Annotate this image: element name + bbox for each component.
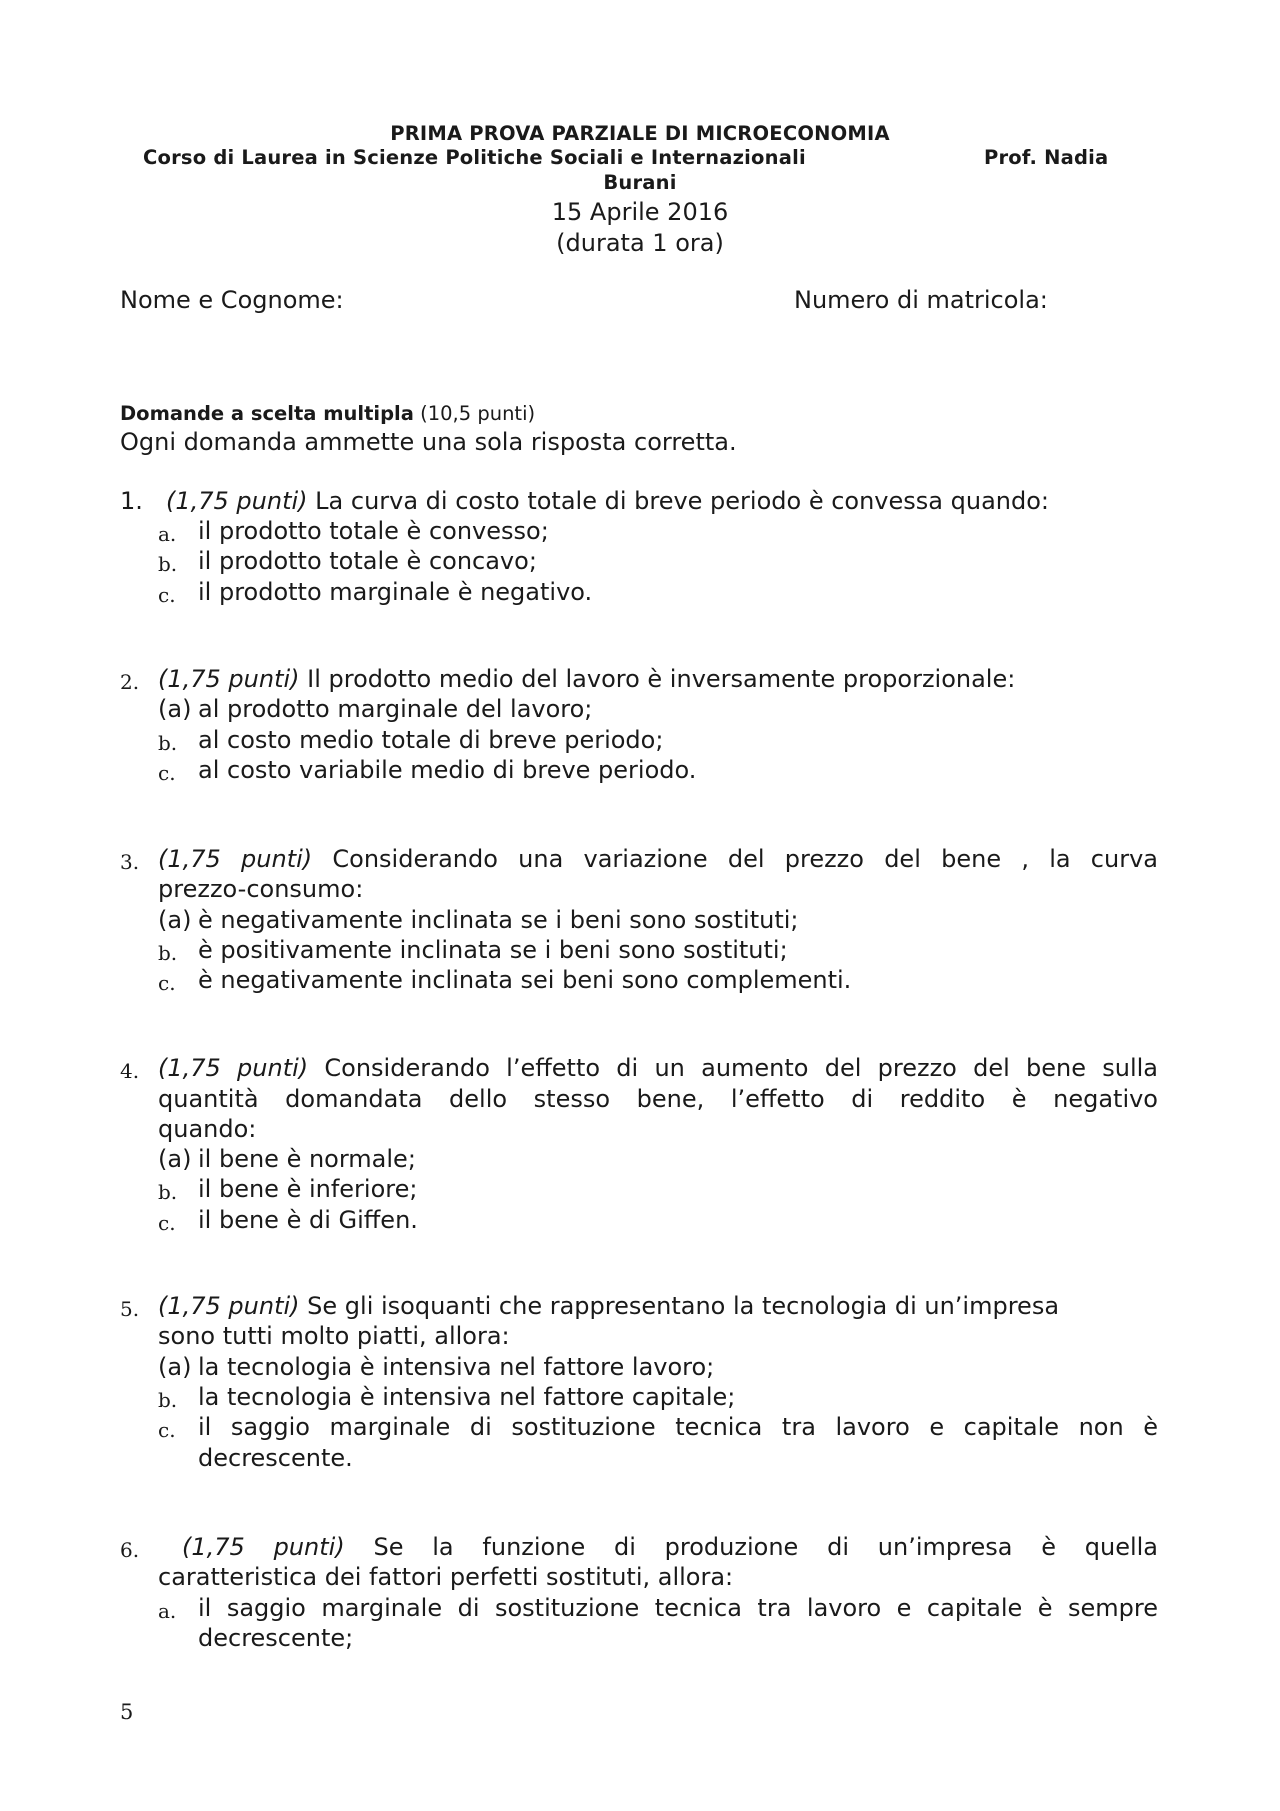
option-text: il prodotto totale è concavo; — [198, 547, 537, 575]
section-title: Domande a scelta multipla — [120, 402, 414, 425]
option-text: il prodotto totale è convesso; — [198, 517, 549, 545]
section-heading — [120, 402, 535, 425]
option-mark: c. — [158, 1418, 176, 1442]
question-body: Il prodotto medio del lavoro è inversamente proporzionale: — [299, 665, 1016, 693]
option-text-cont: decrescente. — [198, 1444, 353, 1472]
option-text: la tecnologia è intensiva nel fattore lavoro; — [198, 1353, 715, 1381]
option-mark: b. — [158, 941, 178, 965]
question-text — [158, 845, 1158, 873]
option-text: al costo variabile medio di breve periodo. — [198, 756, 697, 784]
question-text-cont: quando: — [158, 1115, 257, 1143]
section-instruction: Ogni domanda ammette una sola risposta corretta. — [120, 428, 737, 456]
question-points: (1,75 punti) — [158, 845, 313, 873]
option-mark: c. — [158, 1211, 176, 1235]
question-text — [158, 665, 1015, 693]
option-text: la tecnologia è intensiva nel fattore capitale; — [198, 1383, 736, 1411]
option-text: il saggio marginale di sostituzione tecnica tra lavoro e capitale è sempre — [198, 1594, 1158, 1622]
course-name: Corso di Laurea in Scienze Politiche Sociali e Internazionali — [143, 146, 806, 169]
student-id-label: Numero di matricola: — [794, 286, 1048, 314]
question-points: (1,75 punti) — [158, 665, 300, 693]
question-number: 5. — [120, 1297, 140, 1321]
section-points: (10,5 punti) — [413, 402, 536, 425]
question-text-cont: prezzo-consumo: — [158, 875, 364, 903]
question-number: 1. — [120, 487, 143, 515]
option-mark: c. — [158, 761, 176, 785]
option-text: al prodotto marginale del lavoro; — [198, 695, 593, 723]
question-body: Se la funzione di produzione di un’impresa è quella — [344, 1533, 1158, 1561]
option-mark: b. — [158, 1180, 178, 1204]
option-mark: b. — [158, 1388, 178, 1412]
question-text — [158, 1292, 1059, 1320]
question-text-cont: caratteristica dei fattori perfetti sostituti, allora: — [158, 1563, 734, 1591]
professor-surname: Burani — [603, 171, 677, 194]
option-text: il bene è normale; — [198, 1145, 416, 1173]
option-mark: b. — [158, 731, 178, 755]
question-number: 3. — [120, 850, 140, 874]
option-mark: (a) — [158, 695, 192, 723]
question-text-cont: sono tutti molto piatti, allora: — [158, 1322, 510, 1350]
option-mark: b. — [158, 552, 178, 576]
question-number: 2. — [120, 670, 140, 694]
question-text-cont: quantità domandata dello stesso bene, l’effetto di reddito è negativo — [158, 1085, 1158, 1113]
question-text — [166, 487, 1049, 515]
option-mark: (a) — [158, 1353, 192, 1381]
student-name-label: Nome e Cognome: — [120, 286, 344, 314]
question-number: 4. — [120, 1059, 140, 1083]
option-text: il prodotto marginale è negativo. — [198, 578, 593, 606]
question-points: (1,75 punti) — [166, 487, 308, 515]
exam-date: 15 Aprile 2016 — [551, 198, 729, 226]
option-text: al costo medio totale di breve periodo; — [198, 726, 664, 754]
option-mark: (a) — [158, 906, 192, 934]
option-text: è positivamente inclinata se i beni sono sostituti; — [198, 936, 788, 964]
question-number: 6. — [120, 1538, 140, 1562]
option-text: è negativamente inclinata se i beni sono sostituti; — [198, 906, 799, 934]
question-body: Considerando l’effetto di un aumento del prezzo del bene sulla — [308, 1054, 1158, 1082]
question-body: La curva di costo totale di breve periodo è convessa quando: — [307, 487, 1049, 515]
option-mark: a. — [158, 1599, 177, 1623]
question-points: (1,75 punti) — [158, 1054, 309, 1082]
page-number: 5 — [120, 1700, 134, 1724]
question-points: (1,75 punti) — [182, 1533, 345, 1561]
professor-name: Prof. Nadia — [984, 146, 1109, 169]
option-mark: c. — [158, 583, 176, 607]
question-text — [158, 1054, 1158, 1082]
exam-duration: (durata 1 ora) — [556, 229, 724, 257]
question-points: (1,75 punti) — [158, 1292, 300, 1320]
question-text — [182, 1533, 1158, 1561]
option-mark: a. — [158, 522, 177, 546]
question-body: Se gli isoquanti che rappresentano la tecnologia di un’impresa — [299, 1292, 1060, 1320]
option-text: il bene è inferiore; — [198, 1175, 418, 1203]
option-text: il saggio marginale di sostituzione tecnica tra lavoro e capitale non è — [198, 1413, 1158, 1441]
question-body: Considerando una variazione del prezzo del bene , la curva — [312, 845, 1158, 873]
option-text-cont: decrescente; — [198, 1624, 354, 1652]
exam-title: PRIMA PROVA PARZIALE DI MICROECONOMIA — [390, 122, 890, 145]
option-mark: c. — [158, 971, 176, 995]
option-mark: (a) — [158, 1145, 192, 1173]
option-text: è negativamente inclinata sei beni sono complementi. — [198, 966, 852, 994]
option-text: il bene è di Giffen. — [198, 1206, 418, 1234]
